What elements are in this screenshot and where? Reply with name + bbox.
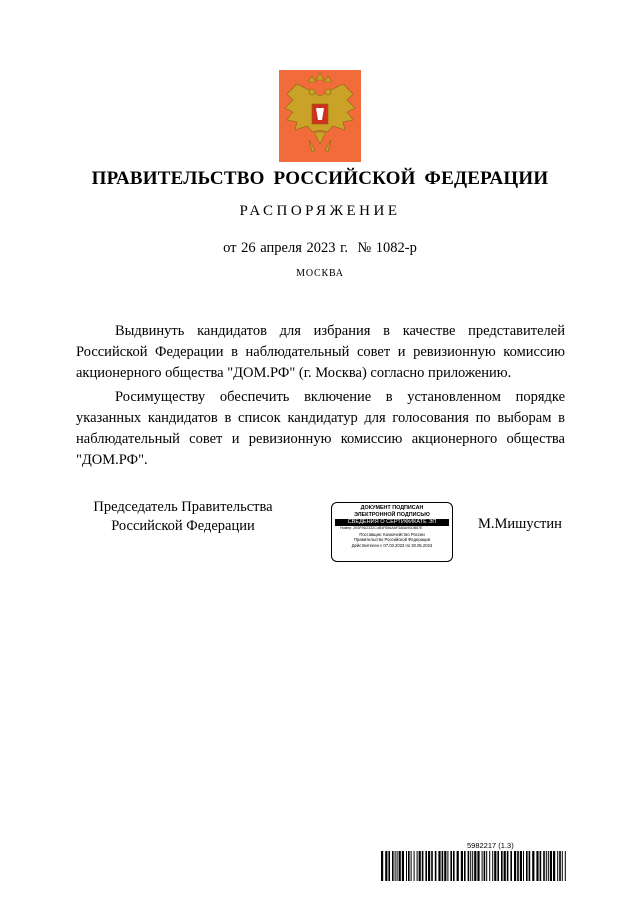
barcode-bar xyxy=(562,851,563,881)
barcode-bar xyxy=(461,851,463,881)
barcode-bar xyxy=(492,851,493,881)
barcode-bar xyxy=(453,851,455,881)
stamp-certificate-bar: СВЕДЕНИЯ О СЕРТИФИКАТЕ ЭП xyxy=(335,519,449,526)
barcode-bar xyxy=(532,851,534,881)
barcode-bar xyxy=(504,851,506,881)
barcode-bar xyxy=(411,851,412,881)
barcode-bar xyxy=(536,851,538,881)
barcode-bar xyxy=(399,851,401,881)
signer-position-line: Российской Федерации xyxy=(111,518,255,534)
barcode-bar xyxy=(425,851,427,881)
barcode-bar xyxy=(484,851,486,881)
barcode-bar xyxy=(497,851,499,881)
barcode-bar xyxy=(385,851,387,881)
barcode-bar xyxy=(438,851,440,881)
signer-name: М.Мишустин xyxy=(478,516,562,532)
barcode-bar xyxy=(414,851,415,881)
government-title: ПРАВИТЕЛЬСТВО РОССИЙСКОЙ ФЕДЕРАЦИИ xyxy=(91,168,549,189)
barcode-bar xyxy=(494,851,496,881)
document-date: от 26 апреля 2023 г. xyxy=(223,240,349,256)
barcode-bar xyxy=(526,851,528,881)
stamp-serial: Номер: 2E6F9D2332C4B4F856A6F3ABA90DB67E xyxy=(340,526,423,530)
signer-position xyxy=(78,498,288,536)
document-date-number xyxy=(0,240,640,257)
barcode-bar xyxy=(489,851,490,881)
barcode-bar xyxy=(565,851,566,881)
barcode-bar xyxy=(559,851,561,881)
stamp-issuer: Поставщик: Казначейство России xyxy=(359,531,425,537)
barcode-bar xyxy=(444,851,446,881)
barcode-bar xyxy=(392,851,394,881)
barcode-bar xyxy=(419,851,421,881)
barcode-bar xyxy=(529,851,531,881)
barcode-bar xyxy=(472,851,473,881)
stamp-line: ДОКУМЕНТ ПОДПИСАН xyxy=(360,505,424,511)
barcode-bar xyxy=(470,851,471,881)
barcode-bar xyxy=(474,851,476,881)
barcode-bar xyxy=(514,851,516,881)
barcode-bar xyxy=(550,851,552,881)
barcode-bar xyxy=(507,851,509,881)
barcode-bar xyxy=(442,851,444,881)
barcode-bar xyxy=(408,851,410,881)
barcode-icon xyxy=(381,851,567,881)
barcode-bar xyxy=(417,851,418,881)
barcode-bar xyxy=(468,851,470,881)
barcode-bar xyxy=(546,851,547,881)
barcode-bar xyxy=(447,851,448,881)
barcode-bar xyxy=(523,851,524,881)
electronic-signature-stamp xyxy=(331,502,453,562)
barcode-bar xyxy=(457,851,459,881)
barcode-bar xyxy=(402,851,404,881)
paragraph: Выдвинуть кандидатов для избрания в качестве представителей Российской Федерации в наблюдательный совет и ревизионную комиссию акционерного общества "ДОМ.РФ" (г. Москва) согласно приложению. xyxy=(76,323,565,381)
barcode-bar xyxy=(486,851,487,881)
stamp-line: ЭЛЕКТРОННОЙ ПОДПИСЬЮ xyxy=(354,511,430,518)
document-number: № 1082-р xyxy=(357,240,417,256)
barcode-bar xyxy=(548,851,549,881)
barcode-bar xyxy=(557,851,558,881)
barcode-bar xyxy=(540,851,542,881)
barcode-bar xyxy=(422,851,424,881)
barcode-bar xyxy=(510,851,512,881)
russian-coat-of-arms-icon xyxy=(279,70,361,162)
signer-position-line: Председатель Правительства xyxy=(93,499,273,515)
barcode-bar xyxy=(435,851,437,881)
barcode-bar xyxy=(477,851,479,881)
barcode-label: 5982217 (1.3) xyxy=(467,841,514,850)
stamp-validity: Действителен с 07.03.2023 по 30.05.2024 xyxy=(351,542,433,548)
document-type: РАСПОРЯЖЕНИЕ xyxy=(239,203,401,219)
document-body xyxy=(76,321,565,474)
barcode-bar xyxy=(397,851,398,881)
barcode-bar xyxy=(428,851,430,881)
barcode-bar xyxy=(406,851,407,881)
barcode-bar xyxy=(431,851,433,881)
barcode-bar xyxy=(450,851,452,881)
barcode-bar xyxy=(381,851,383,881)
barcode-bar xyxy=(517,851,519,881)
barcode-bar xyxy=(464,851,466,881)
paragraph: Росимуществу обеспечить включение в установленном порядке указанных кандидатов в список кандидатур для голосования по выборам в наблюдательный совет и ревизионную комиссию акционерного общества "ДОМ.РФ". xyxy=(76,389,565,468)
barcode-bar xyxy=(395,851,396,881)
barcode-bar xyxy=(520,851,522,881)
barcode-bar xyxy=(501,851,503,881)
barcode-bar xyxy=(543,851,545,881)
barcode-bar xyxy=(482,851,483,881)
barcode-bar xyxy=(553,851,555,881)
city: МОСКВА xyxy=(296,268,344,279)
barcode-bar xyxy=(388,851,390,881)
stamp-issuer: Правительство Российской Федерации xyxy=(353,537,431,543)
